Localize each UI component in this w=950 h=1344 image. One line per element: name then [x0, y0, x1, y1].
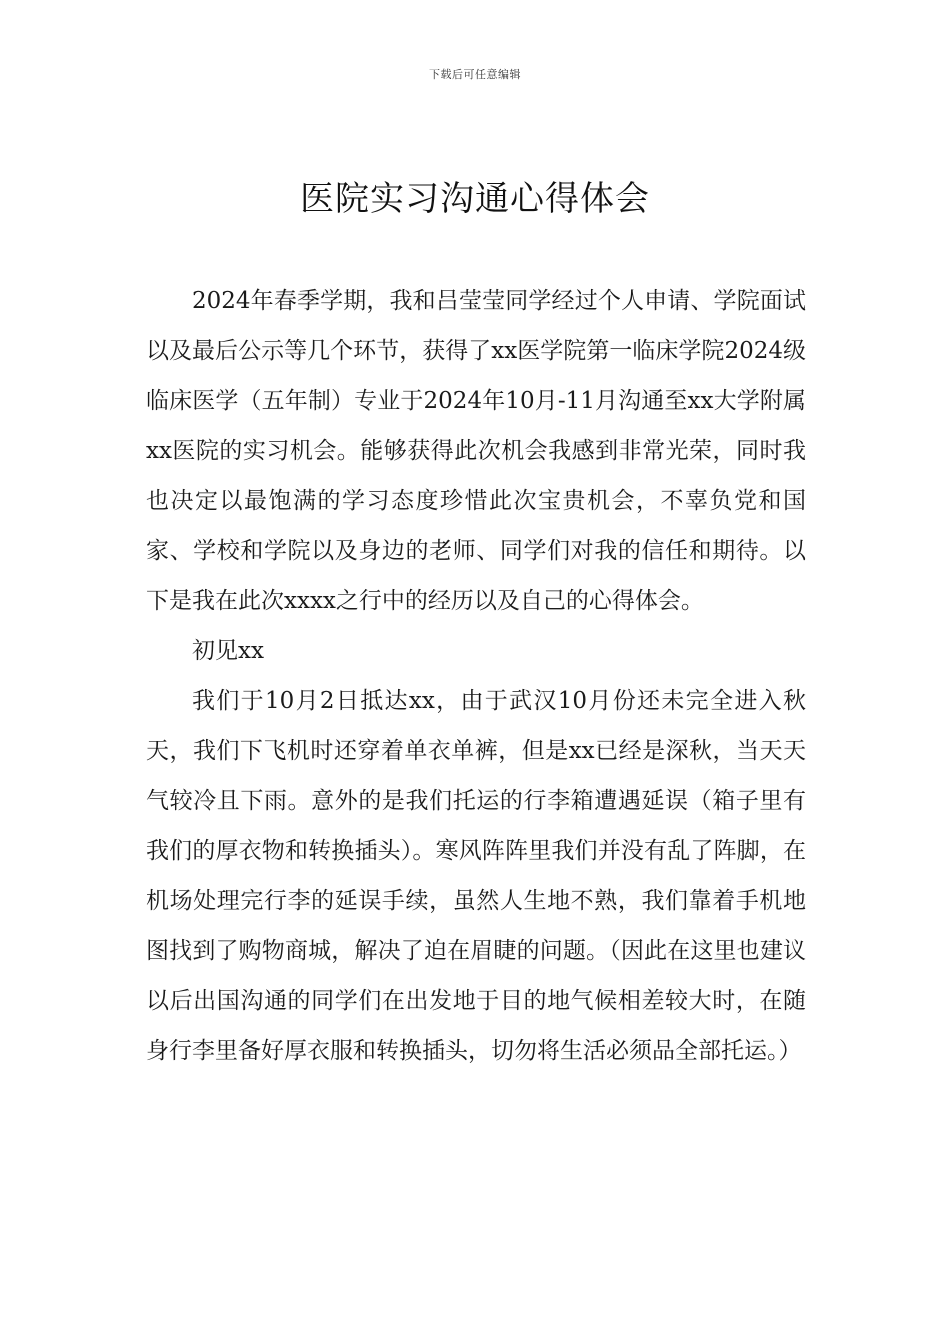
- header-note: 下载后可任意编辑: [429, 68, 521, 81]
- document-body: [146, 276, 806, 1076]
- paragraph-arrival: 我们于10月2日抵达xx，由于武汉10月份还未完全进入秋天，我们下飞机时还穿着单衣单裤，但是xx已经是深秋，当天天气较冷且下雨。意外的是我们托运的行李箱遭遇延误（箱子里有我们的厚衣物和转换插头）。寒风阵阵里我们并没有乱了阵脚，在机场处理完行李的延误手续，虽然人生地不熟，我们靠着手机地图找到了购物商城，解决了迫在眉睫的问题。（因此在这里也建议以后出国沟通的同学们在出发地于目的地气候相差较大时，在随身行李里备好厚衣服和转换插头，切勿将生活必须品全部托运。）: [146, 688, 806, 1064]
- section-heading: 初见xx: [192, 638, 264, 664]
- document-title: 医院实习沟通心得体会: [300, 179, 650, 219]
- paragraph-intro: 2024年春季学期，我和吕莹莹同学经过个人申请、学院面试以及最后公示等几个环节，获得了xx医学院第一临床学院2024级临床医学（五年制）专业于2024年10月-11月沟通至xx大学附属xx医院的实习机会。能够获得此次机会我感到非常光荣，同时我也决定以最饱满的学习态度珍惜此次宝贵机会，不辜负党和国家、学校和学院以及身边的老师、同学们对我的信任和期待。以下是我在此次xxxx之行中的经历以及自己的心得体会。: [146, 288, 806, 614]
